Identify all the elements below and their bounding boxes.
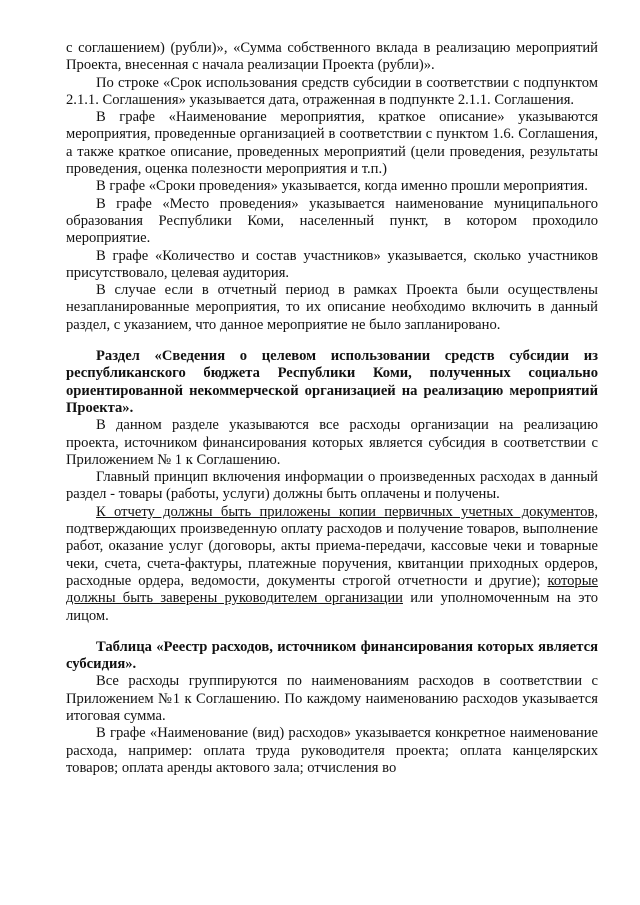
paragraph-11: Все расходы группируются по наименованиям расходов в соответствии с Приложением №1 к Соглашению. По каждому наименованию расходов указывается итоговая сумма. [66, 673, 598, 724]
document-page [66, 40, 598, 777]
paragraph-2: По строке «Срок использования средств субсидии в соответствии с подпунктом 2.1.1. Соглашения» указывается дата, отраженная в подпункте 2.1.1. Соглашения. [66, 74, 598, 108]
paragraph-8: В данном разделе указываются все расходы организации на реализацию проекта, источником финансирования которых является субсидия в соответствии с Приложением № 1 к Соглашению. [66, 417, 598, 468]
underlined-certification: которые должны быть заверены руководителем организации [66, 572, 598, 607]
paragraph-3: В графе «Наименование мероприятия, краткое описание» указываются мероприятия, проведенные организацией в соответствии с пунктом 1.6. Соглашения, а также краткое описание, проведенных мероприятий (цели проведения, результаты проведения, оценка полезности мероприятия и т.п.) [66, 109, 598, 178]
paragraph-9: Главный принцип включения информации о произведенных расходах в данный раздел - товары (работы, услуги) должны быть оплачены и получены. [66, 469, 598, 503]
paragraph-10-end: или уполномоченным на это лицом. [66, 590, 599, 624]
underlined-requirement: К отчету должны быть приложены копии первичных учетных документов, [96, 503, 598, 520]
paragraph-7: В случае если в отчетный период в рамках Проекта были осуществлены незапланированные мероприятия, то их описание необходимо включить в данный раздел, с указанием, что данное мероприятие не было запланировано. [66, 282, 598, 333]
paragraph-1: с соглашением) (рубли)», «Сумма собственного вклада в реализацию мероприятий Проекта, внесенная с начала реализации Проекта (рубли)». [66, 40, 598, 74]
paragraph-10 [66, 504, 598, 625]
paragraph-12: В графе «Наименование (вид) расходов» указывается конкретное наименование расхода, например: оплата труда руководителя проекта; оплата канцелярских товаров; оплата аренды актового зала; отчисления во [66, 725, 598, 776]
paragraph-4: В графе «Сроки проведения» указывается, когда именно прошли мероприятия. [96, 178, 588, 195]
paragraph-6: В графе «Количество и состав участников» указывается, сколько участников присутствовало, целевая аудитория. [66, 247, 598, 281]
paragraph-10-body: подтверждающих произведенную оплату расходов и получение товаров, выполнение работ, оказание услуг (договоры, акты приема-передачи, кассовые чеки и товарные чеки, счета, счета-фактуры, платежные поручения, квитанции приходных ордеров, расходные ордера, ведомости, документы строгой отчетности и другие); [66, 521, 598, 589]
paragraph-5: В графе «Место проведения» указывается наименование муниципального образования Республики Коми, населенный пункт, в котором проходило мероприятие. [66, 195, 598, 247]
section-heading: Раздел «Сведения о целевом использовании средств субсидии из республиканского бюджета Республики Коми, полученных социально ориентированной некоммерческой организацией на реализацию мероприятий Проекта». [66, 348, 598, 416]
table-heading: Таблица «Реестр расходов, источником финансирования которых является субсидия». [66, 638, 598, 673]
